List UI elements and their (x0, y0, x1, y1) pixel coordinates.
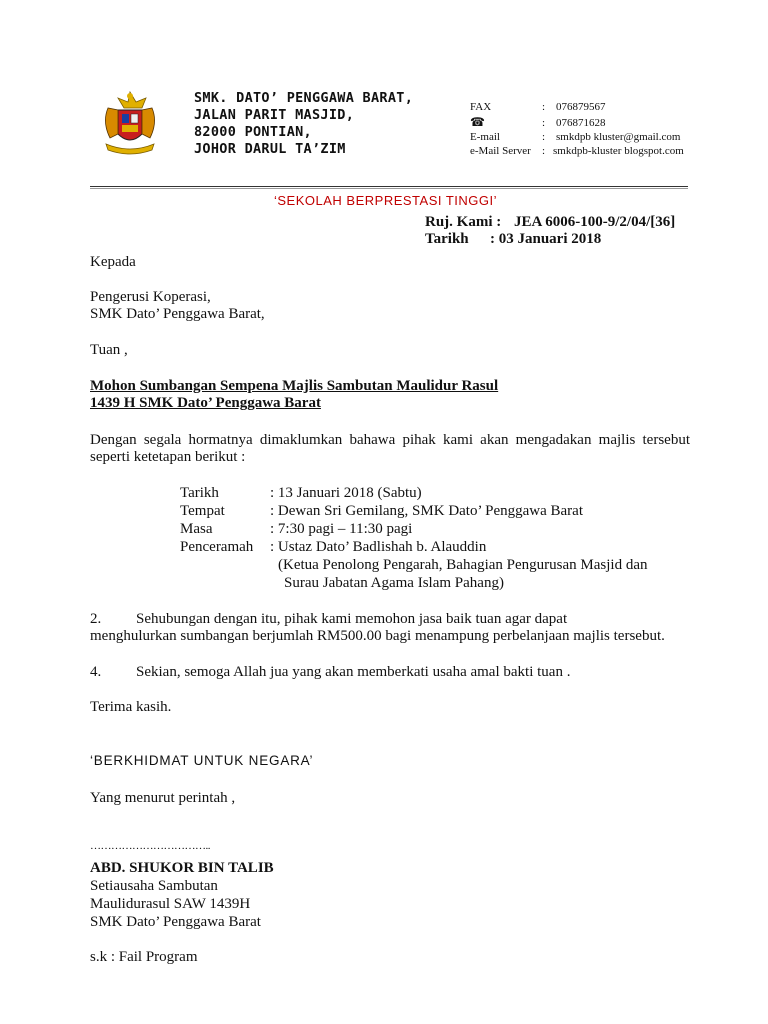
signatory-title1: Setiausaha Sambutan (90, 878, 218, 894)
contact-phone-value: 076871628 (556, 117, 606, 129)
contact-email-colon: : (542, 131, 546, 143)
subject-line2: 1439 H SMK Dato’ Penggawa Barat (90, 395, 321, 411)
intro-line2: seperti ketetapan berikut : (90, 449, 246, 465)
school-street: JALAN PARIT MASJID, (194, 107, 355, 123)
header-divider (90, 186, 688, 187)
detail-value-tarikh: : 13 Januari 2018 (Sabtu) (270, 485, 422, 501)
ref-label: Ruj. Kami : (425, 214, 502, 230)
school-name: SMK. DATO’ PENGGAWA BARAT, (194, 90, 414, 106)
phone-icon: ☎ (470, 115, 485, 129)
contact-fax-value: 076879567 (556, 101, 606, 113)
recipient-line2: SMK Dato’ Penggawa Barat, (90, 306, 265, 322)
thanks: Terima kasih. (90, 699, 172, 715)
detail-value-penceramah: : Ustaz Dato’ Badlishah b. Alauddin (270, 539, 487, 555)
contact-fax-colon: : (542, 101, 546, 113)
school-crest-icon (98, 88, 162, 158)
ref-value: JEA 6006-100-9/2/04/[36] (514, 214, 676, 230)
signatory-name: ABD. SHUKOR BIN TALIB (90, 860, 274, 876)
signatory-title3: SMK Dato’ Penggawa Barat (90, 914, 261, 930)
contact-phone-colon: : (542, 117, 546, 129)
detail-label-tarikh: Tarikh (180, 485, 219, 501)
subject-line1: Mohon Sumbangan Sempena Majlis Sambutan Maulidur Rasul (90, 378, 499, 394)
closing-motto: ‘BERKHIDMAT UNTUK NEGARA’ (90, 753, 314, 768)
date-value: : 03 Januari 2018 (490, 231, 602, 247)
detail-label-tempat: Tempat (180, 503, 225, 519)
detail-label-masa: Masa (180, 521, 213, 537)
contact-email-value: smkdpb kluster@gmail.com (556, 131, 681, 143)
contact-server-label: e-Mail Server (470, 145, 531, 157)
detail-value-masa: : 7:30 pagi – 11:30 pagi (270, 521, 413, 537)
para4-line1: Sekian, semoga Allah jua yang akan memberkati usaha amal bakti tuan . (136, 664, 571, 680)
contact-server-value: smkdpb-kluster blogspot.com (553, 145, 684, 157)
school-address (194, 90, 413, 158)
kepada: Kepada (90, 254, 136, 270)
detail-label-penceramah: Penceramah (180, 539, 254, 555)
contact-server-colon: : (542, 145, 546, 157)
sk-note: s.k : Fail Program (90, 949, 198, 965)
school-state: JOHOR DARUL TA’ZIM (194, 141, 346, 157)
detail-value-tempat: : Dewan Sri Gemilang, SMK Dato’ Penggawa Barat (270, 503, 583, 519)
para2-line2: menghulurkan sumbangan berjumlah RM500.00 bagi menampung perbelanjaan majlis tersebut. (90, 628, 665, 644)
yang-menurut: Yang menurut perintah , (90, 790, 236, 806)
contact-fax-label: FAX (470, 101, 492, 113)
speaker-note-line1: (Ketua Penolong Pengarah, Bahagian Pengurusan Masjid dan (278, 557, 648, 573)
intro-line1: Dengan segala hormatnya dimaklumkan bahawa pihak kami akan mengadakan majlis tersebut (90, 432, 690, 448)
date-label: Tarikh (425, 231, 469, 247)
header-divider-secondary (90, 188, 688, 189)
para2-line1: Sehubungan dengan itu, pihak kami memohon jasa baik tuan agar dapat (136, 611, 568, 627)
para2-number: 2. (90, 611, 102, 627)
para4-number: 4. (90, 664, 102, 680)
signatory-title2: Maulidurasul SAW 1439H (90, 896, 251, 912)
school-motto: ‘SEKOLAH BERPRESTASI TINGGI’ (274, 193, 498, 208)
salutation: Tuan , (90, 342, 128, 358)
contact-email-label: E-mail (470, 131, 500, 143)
recipient-line1: Pengerusi Koperasi, (90, 289, 211, 305)
signature-line: …………………………….. (90, 840, 210, 852)
speaker-note-line2: Surau Jabatan Agama Islam Pahang) (284, 575, 504, 591)
school-postcode: 82000 PONTIAN, (194, 124, 312, 140)
